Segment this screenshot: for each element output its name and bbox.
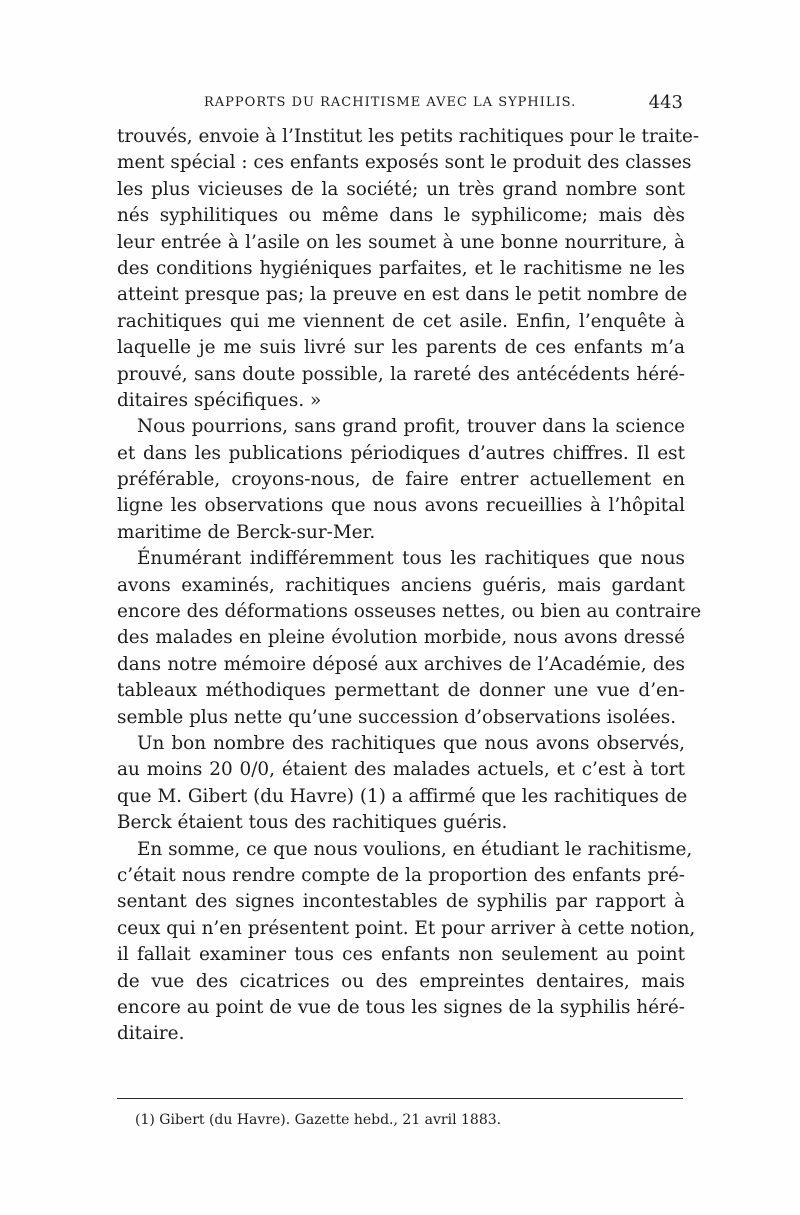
text-line: leur entrée à l’asile on les soumet à une bonne nourriture, à xyxy=(117,231,685,253)
text-line: ceux qui n’en présentent point. Et pour arriver à cette notion, xyxy=(117,917,696,939)
running-title: RAPPORTS DU RACHITISME AVEC LA SYPHILIS. xyxy=(204,95,577,110)
text-line: Énumérant indifféremment tous les rachitiques que nous xyxy=(137,548,685,570)
text-line: trouvés, envoie à l’Institut les petits rachitiques pour le traite- xyxy=(117,126,700,147)
text-line: encore des déformations osseuses nettes, ou bien au contraire xyxy=(117,601,702,623)
text-line: Nous pourrions, sans grand profit, trouver dans la science xyxy=(137,416,685,438)
text-line: Berck étaient tous des rachitiques guéris. xyxy=(117,812,508,834)
text-line: des conditions hygiéniques parfaites, et le rachitisme ne les xyxy=(117,257,685,279)
text-line: nés syphilitiques ou même dans le syphilicome; mais dès xyxy=(117,205,685,227)
text-line: préférable, croyons-nous, de faire entrer actuellement en xyxy=(117,469,685,491)
text-line: rachitiques qui me viennent de cet asile. Enfin, l’enquête à xyxy=(117,310,685,332)
text-line: que M. Gibert (du Havre) (1) a affirmé que les rachitiques de xyxy=(117,785,688,807)
text-line: dans notre mémoire déposé aux archives de l’Académie, des xyxy=(117,653,685,675)
text-line: Un bon nombre des rachitiques que nous avons observés, xyxy=(137,732,685,754)
running-head xyxy=(118,92,683,116)
text-line: sentant des signes incontestables de syphilis par rapport à xyxy=(117,891,685,913)
text-line: ditaires spécifiques. » xyxy=(117,389,322,411)
text-line: atteint presque pas; la preuve en est dans le petit nombre de xyxy=(117,284,688,306)
text-line: maritime de Berck-sur-Mer. xyxy=(117,521,376,543)
text-line: il fallait examiner tous ces enfants non seulement au point xyxy=(117,944,685,966)
text-line: de vue des cicatrices ou des empreintes dentaires, mais xyxy=(117,970,685,992)
body-text xyxy=(117,124,702,1048)
text-line: ligne les observations que nous avons recueillies à l’hôpital xyxy=(117,495,685,517)
footnote-rule xyxy=(117,1098,683,1099)
footnote: (1) Gibert (du Havre). Gazette hebd., 21 avril 1883. xyxy=(135,1112,502,1128)
text-line: En somme, ce que nous voulions, en étudiant le rachitisme, xyxy=(137,838,693,860)
text-line: tableaux méthodiques permettant de donner une vue d’en- xyxy=(117,680,685,702)
page-number: 443 xyxy=(648,92,683,113)
text-line: et dans les publications périodiques d’autres chiffres. Il est xyxy=(117,442,685,464)
text-line: prouvé, sans doute possible, la rareté des antécédents héré- xyxy=(117,363,685,385)
text-line: au moins 20 0/0, étaient des malades actuels, et c’est à tort xyxy=(117,759,685,781)
text-line: c’était nous rendre compte de la proportion des enfants pré- xyxy=(117,864,685,886)
text-line: les plus vicieuses de la société; un très grand nombre sont xyxy=(117,178,685,200)
text-line: avons examinés, rachitiques anciens guéris, mais gardant xyxy=(117,574,685,596)
text-line: encore au point de vue de tous les signes de la syphilis héré- xyxy=(117,996,685,1018)
text-line: semble plus nette qu’une succession d’observations isolées. xyxy=(117,706,677,728)
text-line: ditaire. xyxy=(117,1023,185,1045)
text-line: des malades en pleine évolution morbide, nous avons dressé xyxy=(117,627,685,649)
text-line: ment spécial : ces enfants exposés sont le produit des classes xyxy=(117,152,692,174)
text-line: laquelle je me suis livré sur les parents de ces enfants m’a xyxy=(117,337,685,359)
